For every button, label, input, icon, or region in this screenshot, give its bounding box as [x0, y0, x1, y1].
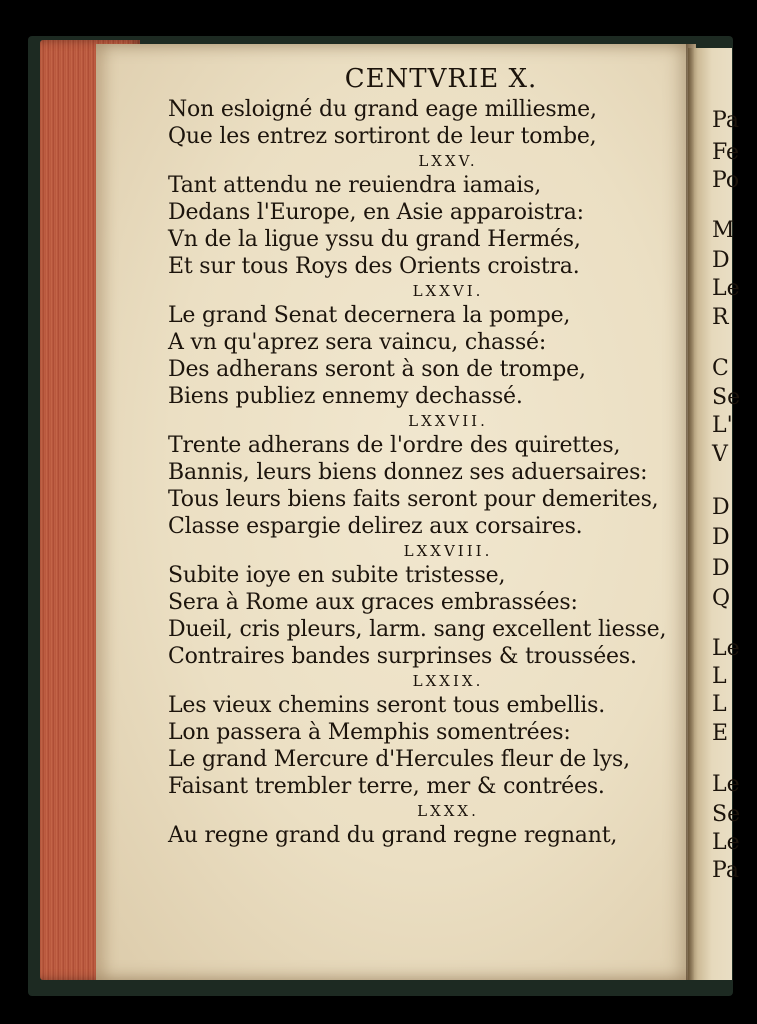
- right-page-fragment: C: [712, 356, 729, 381]
- verse-line: Le grand Senat decernera la pompe,: [168, 303, 571, 328]
- right-page-fragment: Le: [712, 636, 740, 661]
- verse-line: Tant attendu ne reuiendra iamais,: [168, 173, 541, 198]
- right-page-fragment: Po: [712, 168, 740, 193]
- verse-line: Les vieux chemins seront tous embellis.: [168, 693, 606, 718]
- right-page-fragment: L: [712, 664, 727, 689]
- right-page-fragment: D: [712, 525, 730, 550]
- verse-line: Des adherans seront à son de trompe,: [168, 357, 586, 382]
- verse-line: Classe espargie delirez aux corsaires.: [168, 514, 583, 539]
- verse-line: Dedans l'Europe, en Asie apparoistra:: [168, 200, 584, 225]
- right-page-fragment: Le: [712, 276, 740, 301]
- right-page-fragment: Pa: [712, 108, 739, 133]
- right-page-fragment: Se: [712, 802, 741, 827]
- verse-line: Contraires bandes surprinses & troussées.: [168, 644, 637, 669]
- right-page-fragment: Le: [712, 830, 740, 855]
- verse-line: Sera à Rome aux graces embrassées:: [168, 590, 578, 615]
- verse-line: Trente adherans de l'ordre des quirettes,: [168, 433, 621, 458]
- stanza-number: LXXIX.: [412, 672, 484, 690]
- verse-line: Que les entrez sortiront de leur tombe,: [168, 124, 597, 149]
- verse-line: Lon passera à Memphis somentrées:: [168, 720, 571, 745]
- page-text: [168, 62, 678, 849]
- right-page-fragment: R: [712, 305, 729, 330]
- stanza-number: LXXX.: [417, 802, 479, 820]
- verse-line: Faisant trembler terre, mer & contrées.: [168, 774, 605, 799]
- verse-line: Tous leurs biens faits seront pour demerites,: [168, 487, 659, 512]
- verse-line: Vn de la ligue yssu du grand Hermés,: [168, 227, 581, 252]
- right-page-fragment: E: [712, 721, 729, 746]
- right-page-fragment: Se: [712, 385, 741, 410]
- verse-line: Et sur tous Roys des Orients croistra.: [168, 254, 580, 279]
- verse-line: Le grand Mercure d'Hercules fleur de lys,: [168, 747, 630, 772]
- right-page-fragment: Le: [712, 772, 740, 797]
- stanza-number: LXXVIII.: [403, 542, 493, 560]
- right-page-fragment: Q: [712, 586, 731, 611]
- right-page-fragment: D: [712, 248, 730, 273]
- verse-line: Bannis, leurs biens donnez ses aduersaires:: [168, 460, 648, 485]
- stanza-number: LXXVII.: [408, 412, 488, 430]
- stanza-number: LXXV.: [418, 152, 478, 170]
- right-page-fragment: M: [712, 218, 735, 243]
- right-page-fragment: L': [712, 413, 733, 438]
- right-page-fragment: L: [712, 692, 727, 717]
- right-page-fragment: Fe: [712, 140, 740, 165]
- page-gutter: [686, 44, 694, 980]
- stanza-number: LXXVI.: [412, 282, 484, 300]
- verse-line: Au regne grand du grand regne regnant,: [168, 823, 618, 848]
- verse-line: A vn qu'aprez sera vaincu, chassé:: [168, 330, 547, 355]
- right-page-fragment: Pa: [712, 858, 739, 883]
- verse-line: Biens publiez ennemy dechassé.: [168, 384, 523, 409]
- verse-line: Non esloigné du grand eage milliesme,: [168, 97, 597, 122]
- right-page-fragment: V: [712, 442, 728, 467]
- right-page-fragment: D: [712, 495, 730, 520]
- verse-line: Subite ioye en subite tristesse,: [168, 563, 506, 588]
- page-header: CENTVRIE X.: [344, 64, 538, 94]
- verse-line: Dueil, cris pleurs, larm. sang excellent liesse,: [168, 617, 667, 642]
- right-page-fragment: D: [712, 556, 730, 581]
